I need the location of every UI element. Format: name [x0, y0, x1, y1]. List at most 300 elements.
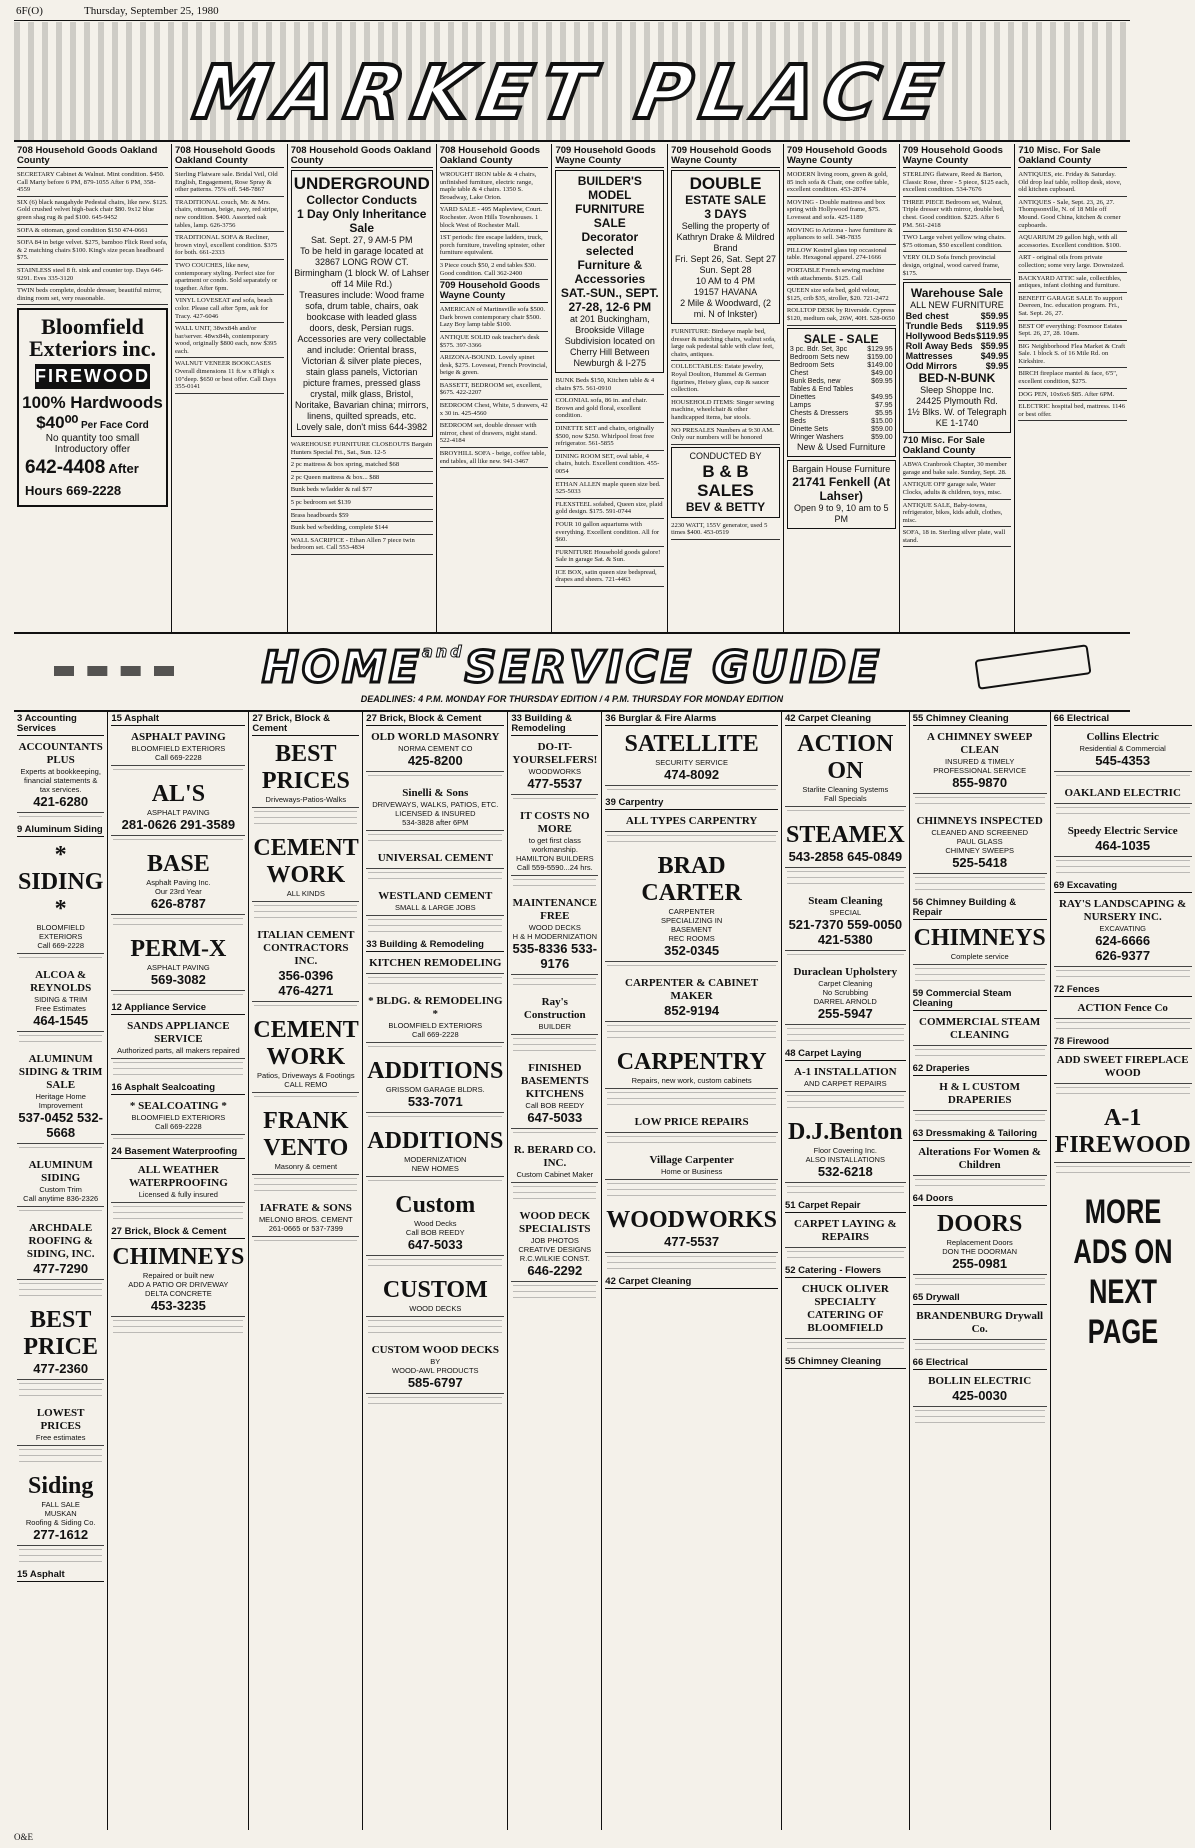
fine-print [915, 1343, 1045, 1355]
firewood-label: FIREWOOD [35, 364, 150, 389]
sale-item [790, 386, 893, 394]
ad-line: FRANK VENTO [263, 1108, 349, 1161]
ad-line: to get first class workmanship. [528, 836, 581, 854]
ad-line: EXCAVATING [1099, 924, 1147, 933]
ad-line: SECURITY SERVICE [655, 758, 728, 767]
company-sub: BEV & BETTY [685, 499, 766, 514]
ad-line: FINISHED BASEMENTS KITCHENS [520, 1062, 589, 1100]
warehouse-item [906, 351, 1009, 361]
marketplace-column [288, 144, 437, 632]
service-ad [111, 848, 245, 915]
ad-line: Authorized parts, all makers repaired [117, 1046, 240, 1055]
ad-line: 525-5418 [952, 855, 1008, 870]
warehouse-ad [903, 282, 1012, 433]
service-heading: 59 Commercial Steam Cleaning [913, 989, 1047, 1011]
ad-line: 10 AM to 4 PM [696, 276, 756, 286]
ad-line: A CHIMNEY SWEEP CLEAN [927, 731, 1033, 756]
classified-ad: SOFA 84 in beige velvet. $275, bamboo Flick Reed sofa, & 2 matching chairs $100. King's size pecan headboard $75. [17, 238, 168, 265]
service-heading: 39 Carpentry [605, 798, 778, 810]
ad-line: WESTLAND CEMENT [378, 890, 493, 902]
sale-note: New & Used Furniture [796, 441, 886, 452]
ad-line: Call 669-2228 [155, 753, 202, 762]
ad-line: BASEMENT [670, 925, 713, 934]
ad-line: Fall Specials [824, 794, 867, 803]
classified-ad: BENEFIT GARAGE SALE To support Deereen, Inc. education program. Fri., Sat. Sept. 26, 27. [1018, 294, 1127, 321]
classified-ad: DINING ROOM SET, oval table, 4 chairs, hutch. Excellent condition. 455-0054 [555, 452, 664, 479]
ad-line: FALL SALE [41, 1500, 80, 1509]
ad-line: KITCHEN REMODELING [369, 957, 502, 969]
service-ad [913, 1013, 1047, 1046]
fine-print [787, 1028, 904, 1046]
fine-print [254, 811, 357, 829]
ad-line: Call 669-2228 [37, 941, 85, 950]
service-ad [1054, 1102, 1192, 1163]
ad-line: Treasures include: Wood frame sofa, drum table, chairs, oak bookcase with leaded glass doors, desk, Persian rugs. Accessories are very collectable and include: Oriental brass, Victorian & silver plate pieces, stain glass panels, Victorian picture frames, pressed glass crystal, milk glass, Bristol, Noritake, Bavarian china; mirrors, linens, quilted spreads, etc. Lovely sale, don't miss 644-3982 [294, 290, 429, 432]
fine-print [368, 834, 502, 846]
fine-print [915, 1179, 1045, 1191]
store-phone: KE 1-1740 [935, 418, 979, 429]
classified-ad: FURNITURE: Birdseye maple bed, dresser & matching chairs, walnut sofa, large oak pedestal table with claw feet, chairs, antiques. [671, 327, 780, 361]
fine-print [915, 1114, 1045, 1126]
marketplace-banner [14, 22, 1130, 142]
fine-print [19, 957, 102, 963]
service-heading: 56 Chimney Building & Repair [913, 898, 1047, 920]
ad-line: ADD A PATIO OR DRIVEWAY [128, 1280, 229, 1289]
service-ad [17, 738, 104, 813]
ad-line: SIDING & TRIM [34, 995, 88, 1004]
ad-line: BLOOMFIELD EXTERIORS [388, 1021, 483, 1030]
warehouse-item [906, 311, 1009, 321]
display-ad [291, 170, 433, 437]
ad-line: CLEANED AND SCREENED [931, 828, 1029, 837]
service-ad [1054, 728, 1192, 772]
sale-item [790, 434, 893, 442]
fine-print [19, 1147, 102, 1153]
fine-print [787, 810, 904, 816]
ad-line: Free Estimates [35, 1004, 86, 1013]
sale-item [790, 402, 893, 410]
ad-line: NEW HOMES [411, 1164, 459, 1173]
item-name: Tables & End Tables [789, 385, 854, 393]
ad-line: 425-8200 [407, 753, 463, 768]
service-heading: 51 Carpet Repair [785, 1201, 906, 1213]
ad-line: WOOD DECKS [409, 1304, 462, 1313]
ad-line: CARPENTER [668, 907, 715, 916]
service-heading: 48 Carpet Laying [785, 1049, 906, 1061]
ad-line: 626-8787 [150, 896, 206, 911]
item-name: Bunk Beds, new [789, 377, 841, 385]
ad-line: Call BOB REEDY [405, 1228, 465, 1237]
ad-line: CHIMNEYS [913, 925, 1046, 951]
service-ad [1054, 1051, 1192, 1084]
fine-print [113, 918, 243, 930]
page-number: 6F(O) [16, 5, 43, 17]
ad-line: Wood Decks [414, 1219, 457, 1228]
item-price: $49.00 [871, 369, 893, 377]
service-ad [605, 1151, 778, 1180]
service-ad [785, 1116, 906, 1183]
classified-ad: COLLECTABLES: Estate jewelry, Royal Doulton, Hummel & German figurines, Heisey glass, cup & saucer collection. [671, 362, 780, 396]
price-note: Per Face Cord [78, 420, 149, 432]
ad-line: * SEALCOATING * [129, 1100, 227, 1112]
fine-print [113, 769, 243, 775]
ad-line: BEST PRICE [23, 1307, 99, 1360]
marketplace-column [437, 144, 553, 632]
service-heading: 42 Carpet Cleaning [605, 1277, 778, 1289]
ad-line: 464-1035 [1095, 838, 1151, 853]
fine-print [787, 1251, 904, 1263]
ad-line: Alterations For Women & Children [918, 1146, 1042, 1171]
marketplace-title: MARKET PLACE [187, 50, 957, 136]
ad-line: JOB PHOTOS [530, 1236, 579, 1245]
marketplace-column [784, 144, 900, 632]
ad-line: Selling the property of Kathryn Drake & Mildred Brand [676, 221, 775, 253]
service-heading: 66 Electrical [1054, 714, 1192, 726]
item-name: Odd Mirrors [905, 361, 958, 372]
fine-print [19, 1549, 102, 1567]
fine-print [113, 839, 243, 845]
item-name: Chest [789, 369, 809, 377]
service-heading: 64 Doors [913, 1194, 1047, 1206]
fine-print [113, 994, 243, 1000]
fine-print [1056, 807, 1190, 819]
ad-line: Sat. Sept. 27, 9 AM-5 PM [310, 235, 413, 245]
sale-item [790, 426, 893, 434]
sale-ad [787, 328, 896, 457]
ad-line: Heritage Home Improvement [35, 1092, 86, 1110]
ad-line: 477-5537 [664, 1234, 720, 1249]
service-ad [366, 887, 504, 916]
category-heading: 709 Household Goods Wayne County [903, 146, 1012, 168]
ad-line: 585-6797 [407, 1375, 463, 1390]
item-name: Mattresses [905, 351, 953, 362]
ad-line: * BLDG. & REMODELING * [368, 995, 503, 1020]
fine-print [1056, 1087, 1190, 1099]
item-price: $59.00 [871, 433, 893, 441]
service-ad [913, 1143, 1047, 1176]
classified-ad: MOVING - Double mattress and box spring with Hollywood frame, $75. Loveseat and sofa. 425-1189 [787, 198, 896, 225]
ad-line: CHIMNEYS INSPECTED [916, 815, 1043, 827]
service-heading: 36 Burglar & Fire Alarms [605, 714, 778, 726]
ad-line: 646-2292 [527, 1263, 583, 1278]
store-city: 1½ Blks. W. of Telegraph [907, 407, 1007, 418]
ad-line: PAUL GLASS [956, 837, 1003, 846]
company-name: Bloomfield Exteriors inc. [28, 314, 157, 362]
classified-ad: ABWA Cranbrook Chapter, 30 member garage and bake sale. Sunday, Sept. 28. [903, 460, 1012, 479]
store-sub: Sleep Shoppe Inc. [920, 385, 994, 396]
marketplace-column [14, 144, 172, 632]
home-service-columns [14, 712, 1191, 1830]
ad-line: CEMENT WORK [253, 835, 359, 888]
item-name: Hollywood Beds [905, 331, 976, 342]
ad-line: WOODWORKS [528, 767, 582, 776]
ad-line: OLD WORLD MASONRY [371, 731, 500, 743]
ad-line: 277-1612 [33, 1527, 89, 1542]
classified-ad: HOUSEHOLD ITEMS: Singer sewing machine, wheelchair & other handicapped items, bar stools. [671, 398, 780, 425]
classified-ad: ROLLTOP DESK by Riverside. Cypress $120, medium oak, 26W, 40H. 528-0650 [787, 306, 896, 325]
marketplace-column [900, 144, 1016, 632]
ad-line: BLOOMFIELD EXTERIORS [131, 1113, 226, 1122]
fine-print [254, 1240, 357, 1246]
ad-line: ADD SWEET FIREPLACE WOOD [1056, 1054, 1189, 1079]
fine-print [1056, 775, 1190, 781]
ad-line: 425-0030 [952, 1388, 1008, 1403]
ad-line: R. BERARD CO. INC. [513, 1144, 596, 1169]
fine-print [607, 1136, 776, 1148]
service-ad [913, 1078, 1047, 1111]
fine-print [787, 954, 904, 960]
ad-line: No Scrubbing [822, 988, 869, 997]
ad-line: Complete service [950, 952, 1009, 961]
ad-line: HAMILTON BUILDERS [515, 854, 594, 863]
ad-line: DRIVEWAYS, WALKS, PATIOS, ETC. [372, 800, 499, 809]
ad-line: SANDS APPLIANCE SERVICE [127, 1020, 230, 1045]
fine-print [513, 1038, 596, 1056]
ad-line: 1 Day Only Inheritance Sale [297, 207, 427, 235]
service-ad [511, 1207, 598, 1282]
fine-print [787, 1186, 904, 1198]
classified-ad: Brass headboards $59 [291, 511, 433, 523]
ad-line: Driveways-Patios-Walks [265, 795, 347, 804]
ad-line: ACTION Fence Co [1077, 1002, 1168, 1014]
ad-line: 521-7370 559-0050 421-5380 [788, 917, 903, 947]
ad-line: REC ROOMS [668, 934, 715, 943]
service-ad [605, 812, 778, 832]
ad-line: DOUBLE [689, 174, 762, 193]
store-name: BED-N-BUNK [918, 371, 996, 386]
service-heading: 78 Firewood [1054, 1037, 1192, 1049]
ad-line: Repairs, new work, custom cabinets [631, 1076, 752, 1085]
ad-line: ADDITIONS [367, 1058, 504, 1084]
fine-print [19, 1210, 102, 1216]
ad-line: Asphalt Paving Inc. [146, 878, 211, 887]
ad-line: ALL KINDS [286, 889, 325, 898]
service-ad [605, 1204, 778, 1253]
sale-item [790, 354, 893, 362]
classified-ad: FURNITURE Household goods galore! Sale in garage Sat. & Sun. [555, 548, 664, 567]
ad-line: A-1 INSTALLATION [794, 1066, 897, 1078]
ad-line: BOLLIN ELECTRIC [928, 1375, 1032, 1387]
ad-line: CREATIVE DESIGNS [518, 1245, 592, 1254]
classified-ad: 2 pc Queen mattress & box... $88 [291, 473, 433, 485]
warehouse-sub: ALL NEW FURNITURE [910, 300, 1004, 311]
service-column [249, 712, 363, 1830]
hardwoods-line: 100% Hardwoods [22, 393, 163, 413]
ad-line: LICENSED & INSURED [395, 809, 476, 818]
ad-line: To be held in garage located at 32867 LONG ROW CT. Birmingham (1 block W. of Lahser off 14 Mile Rd.) [294, 246, 430, 289]
service-ad [17, 966, 104, 1032]
ad-line: LOWEST PRICES [36, 1407, 85, 1432]
after-hours: After Hours 669-2228 [25, 461, 139, 499]
ad-line: Custom Cabinet Maker [516, 1170, 594, 1179]
ad-line: Custom [395, 1192, 476, 1218]
item-name: 3 pc. Bdr. Set, 3pc [789, 345, 848, 353]
company-name: B & B SALES [697, 461, 754, 500]
service-heading: 55 Chimney Cleaning [785, 1357, 906, 1369]
service-ad [366, 1055, 504, 1113]
ad-line: CARPENTRY [616, 1049, 767, 1075]
classified-ad: AMERICAN of Martinsville sofa $500. Dark brown contemporary chair $500. Lazy Boy lamp table $100. [440, 305, 549, 332]
service-heading: 33 Building & Remodeling [511, 714, 598, 736]
service-ad [366, 1189, 504, 1256]
sale-item [790, 394, 893, 402]
service-ad [785, 963, 906, 1025]
fine-print [368, 919, 502, 937]
fine-print [513, 798, 596, 804]
ad-line: 281-0626 291-3589 [121, 817, 236, 832]
item-price: $15.00 [871, 417, 893, 425]
ad-line: Bargain House Furniture [792, 463, 891, 474]
item-price: $9.95 [985, 361, 1009, 372]
fine-print [1056, 1166, 1190, 1178]
ad-line: 852-9194 [664, 1003, 720, 1018]
ad-line: 255-0981 [952, 1256, 1008, 1271]
ad-line: Carpet Cleaning [818, 979, 873, 988]
fine-print [607, 1025, 776, 1043]
service-ad [785, 819, 906, 868]
ad-line: Village Carpenter [649, 1154, 734, 1166]
ad-line: Residential & Commercial [1079, 744, 1166, 753]
ad-line: Collins Electric [1086, 731, 1159, 743]
marketplace-column [552, 144, 668, 632]
classified-ad: ETHAN ALLEN maple queen size bed. 525-5033 [555, 480, 664, 499]
ad-line: 855-9870 [952, 775, 1008, 790]
classified-ad: VERY OLD Sofa french provincial design, original, wood carved frame, $175. [903, 253, 1012, 280]
warehouse-item [906, 341, 1009, 351]
ad-line: NORMA CEMENT CO [398, 744, 473, 753]
classified-ad: SECRETARY Cabinet & Walnut. Mint condition. $450. Call Marty before 6 PM, 879-1055 After 6 PM, 358-4559 [17, 170, 168, 197]
ad-line: Call 559-5590...24 hrs. [516, 863, 593, 872]
ad-line: CHUCK OLIVER SPECIALTY CATERING OF BLOOMFIELD [801, 1283, 889, 1334]
service-ad [17, 1156, 104, 1207]
ad-line: D.J.Benton [787, 1119, 903, 1145]
ad-line: H & H MODERNIZATION [512, 932, 598, 941]
service-heading: 69 Excavating [1054, 881, 1192, 893]
classified-ad: VINYL LOVESEAT and sofa, beach color. Please call after 5pm, ask for Tracy. 427-6046 [175, 296, 284, 323]
ad-line: 624-6666 [1095, 933, 1151, 948]
ad-line: Duraclean Upholstery [793, 966, 898, 978]
sale-title: SALE - SALE [803, 331, 879, 346]
ad-line: WOOD-AWL PRODUCTS [392, 1366, 479, 1375]
price-line [19, 413, 166, 433]
service-heading: 65 Drywall [913, 1293, 1047, 1305]
item-price: $7.95 [875, 401, 893, 409]
ad-line: ASPHALT PAVING [131, 731, 226, 743]
ad-line: ALCOA & REYNOLDS [30, 969, 92, 994]
service-heading: 52 Catering - Flowers [785, 1266, 906, 1278]
item-price: $59.00 [871, 425, 893, 433]
classified-ad: ANTIQUES, etc. Friday & Saturday. Old drop leaf table, rolltop desk, stove, old kitchen cupboard. [1018, 170, 1127, 197]
ad-line: 537-0452 532-5668 [18, 1110, 103, 1140]
ad-line: Replacement Doors [946, 1238, 1013, 1247]
issue-date: Thursday, September 25, 1980 [84, 5, 219, 17]
warehouse-item [906, 361, 1009, 371]
fine-print [607, 965, 776, 971]
sale-item [790, 362, 893, 370]
service-ad [17, 1219, 104, 1280]
service-ad [111, 728, 245, 766]
ad-line: ADDITIONS [367, 1128, 504, 1154]
item-name: Bedroom Sets [789, 361, 835, 369]
service-heading: 24 Basement Waterproofing [111, 1147, 245, 1159]
fine-print [513, 978, 596, 990]
quantity-note: No quantity too small [45, 433, 140, 445]
ad-line: ASPHALT PAVING [146, 808, 210, 817]
ad-line: MAINTENANCE FREE [512, 897, 597, 922]
item-price: $59.95 [980, 311, 1009, 322]
ad-line: 2 Mile & Woodward, (2 mi. N of Inkster) [680, 298, 771, 319]
service-column [14, 712, 108, 1830]
home-service-banner [14, 636, 1130, 712]
ad-line: 545-4353 [1095, 753, 1151, 768]
deadlines: DEADLINES: 4 P.M. MONDAY FOR THURSDAY EDITION / 4 P.M. THURSDAY FOR MONDAY EDITION [360, 694, 784, 704]
ad-line: MELONIO BROS. CEMENT [258, 1215, 353, 1224]
service-ad [366, 1341, 504, 1394]
sale-item [790, 370, 893, 378]
sale-item [790, 418, 893, 426]
classified-ad: TWIN beds complete, double dresser, beautiful mirror, dining room set, very reasonable. [17, 286, 168, 305]
ad-line: ASPHALT PAVING [146, 963, 210, 972]
service-ad [366, 849, 504, 869]
service-ad [366, 728, 504, 772]
category-heading: 708 Household Goods Oakland County [440, 146, 549, 168]
ad-line: SPECIALIZING IN [660, 916, 723, 925]
fine-print [19, 1383, 102, 1401]
fine-print [19, 1449, 102, 1467]
ad-line: IAFRATE & SONS [259, 1202, 352, 1214]
ad-line: MUSKAN [44, 1509, 77, 1518]
ad-line: BUILDER'S MODEL FURNITURE SALE [575, 174, 645, 230]
category-heading: 709 Household Goods Wayne County [555, 146, 664, 168]
category-heading: 710 Misc. For Sale Oakland County [1018, 146, 1127, 168]
title-and: and [421, 642, 465, 661]
ad-line: BLOOMFIELD EXTERIORS [36, 923, 85, 941]
service-ad [1054, 895, 1192, 967]
more-ads-note: MORE ADS ON NEXT PAGE [1073, 1193, 1173, 1351]
service-ad [785, 728, 906, 807]
ad-line: 647-5033 [407, 1237, 463, 1252]
ad-line: DOORS [936, 1211, 1023, 1237]
ad-line: 647-5033 [527, 1110, 583, 1125]
ad-line: DELTA CONCRETE [144, 1289, 212, 1298]
ad-line: CEMENT WORK [253, 1017, 359, 1070]
classified-ad: ANTIQUE SOLID oak teacher's desk $575. 397-3366 [440, 333, 549, 352]
ad-line: Speedy Electric Service [1067, 825, 1178, 837]
classified-ad: TRADITIONAL SOFA & Recliner, brown vinyl, excellent condition. $375 for both. 661-2333 [175, 233, 284, 260]
service-ad [252, 1105, 359, 1175]
classified-ad: FOUR 10 gallon aquariums with everything. Excellent condition. All for $60. [555, 520, 664, 547]
service-ad [111, 778, 245, 836]
classified-ad: ELECTRIC hospital bed, mattress. 1146 or best offer. [1018, 402, 1127, 421]
fine-print [368, 1046, 502, 1052]
service-ad [111, 1097, 245, 1135]
classified-ad: DINETTE SET and chairs, originally $500, now $250. Whirlpool frost free refrigerator. 561-5855 [555, 424, 664, 451]
service-heading: 62 Draperies [913, 1064, 1047, 1076]
service-heading: 3 Accounting Services [17, 714, 104, 736]
service-ad [111, 1241, 245, 1317]
ad-line: AND CARPET REPAIRS [803, 1079, 887, 1088]
marketplace-columns [14, 144, 1130, 634]
ad-line: ARCHDALE ROOFING & SIDING, INC. [26, 1222, 95, 1260]
ad-line: AL'S [151, 781, 206, 807]
classified-ad: WAREHOUSE FURNITURE CLOSEOUTS Bargain Hunters Special Fri., Sat., Sun. 12-5 [291, 440, 433, 459]
ad-line: Open 9 to 9, 10 am to 5 PM [793, 502, 889, 524]
firewood-ad [17, 308, 168, 507]
ad-line: 569-3082 [150, 972, 206, 987]
classified-ad: BROYHILL SOFA - beige, coffee table, end tables, all like new. 941-3467 [440, 449, 549, 468]
service-ad [17, 1304, 104, 1380]
service-column [910, 712, 1051, 1830]
